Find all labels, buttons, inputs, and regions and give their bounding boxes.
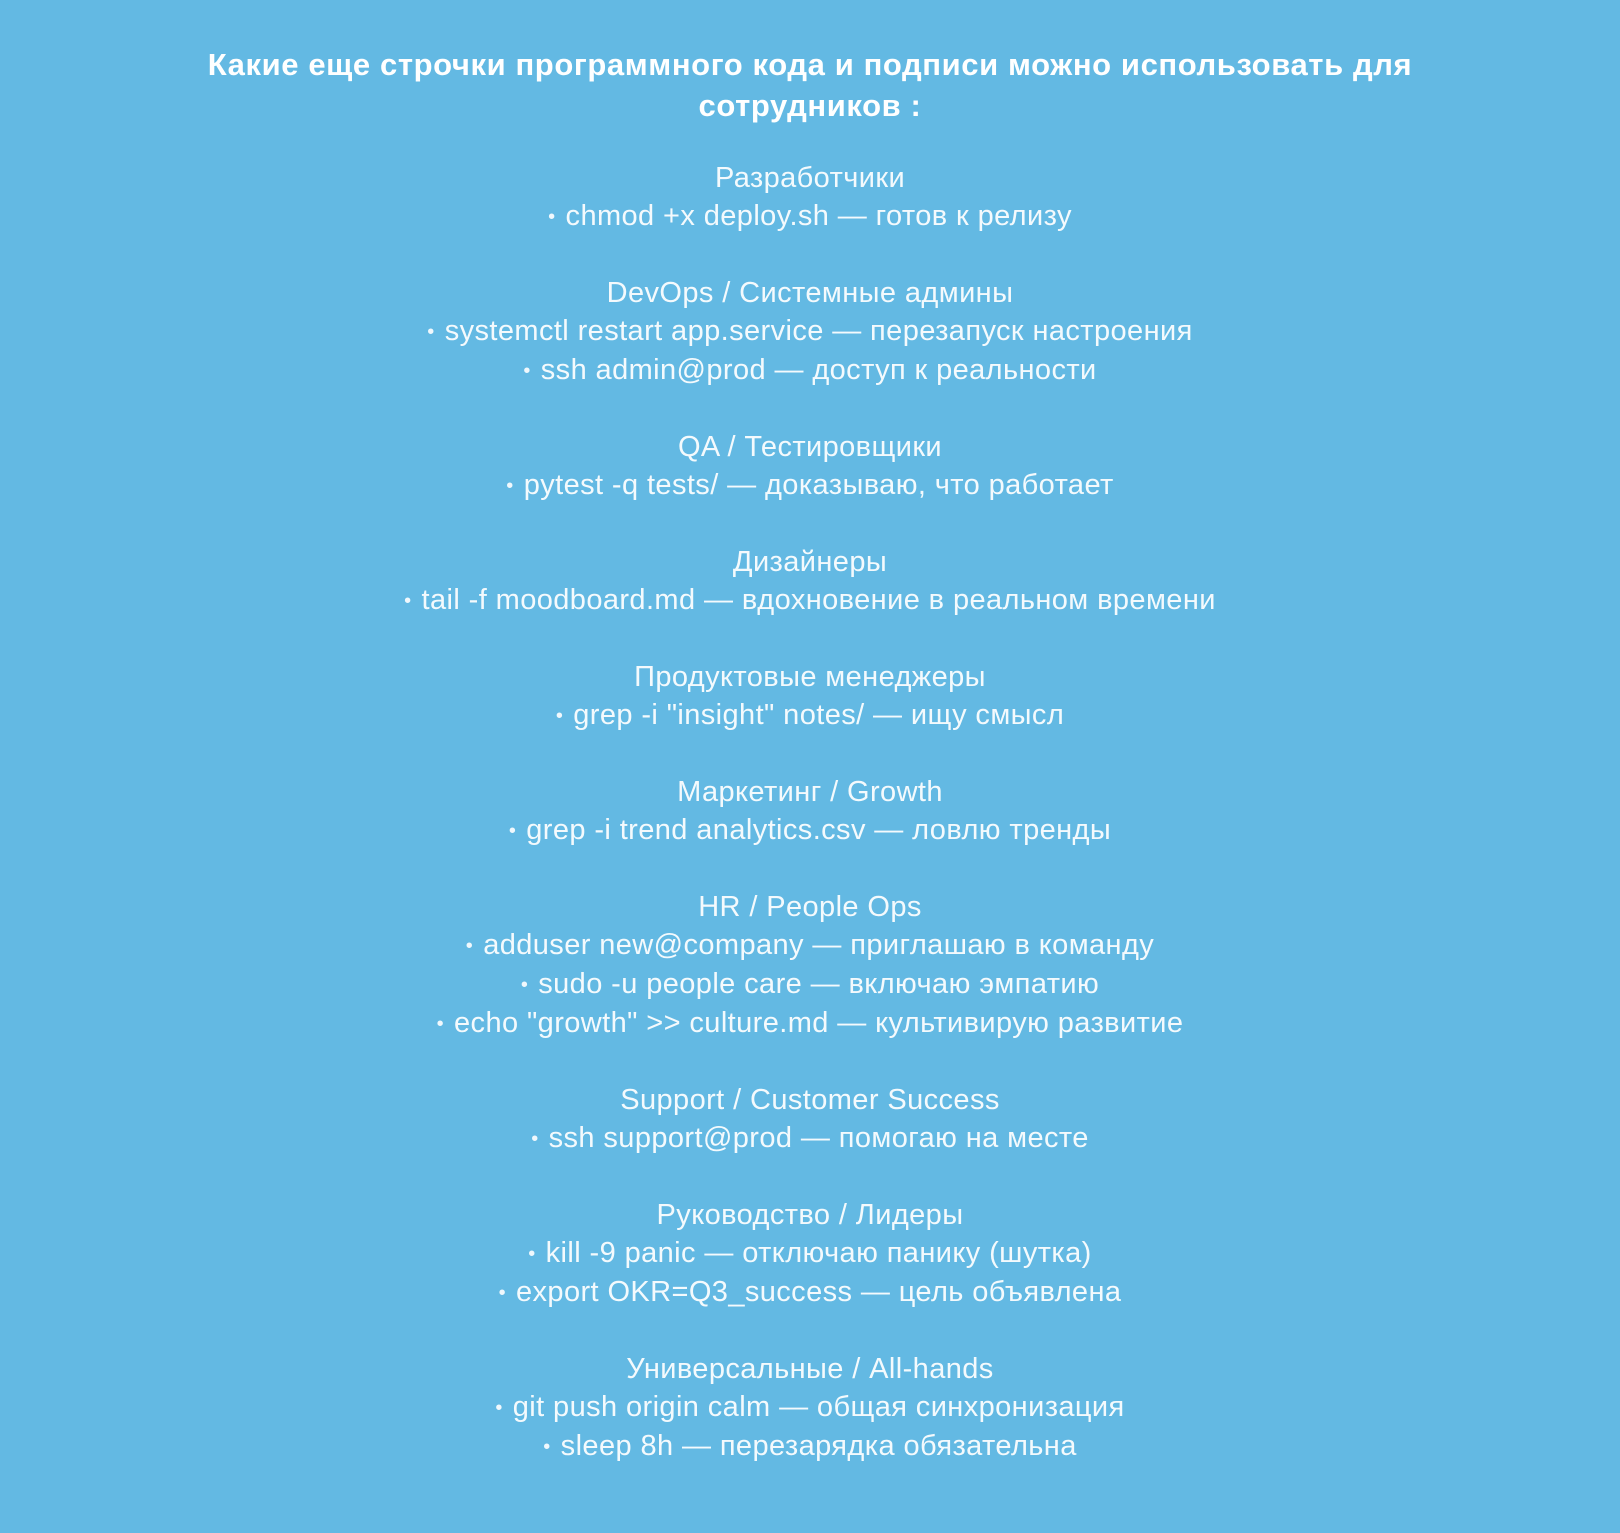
bullet-icon: • xyxy=(528,1243,536,1265)
list-item xyxy=(100,696,1520,735)
list-item-text: adduser new@company — приглашаю в команду xyxy=(483,929,1155,961)
bullet-icon: • xyxy=(404,590,412,612)
list-item-text: ssh admin@prod — доступ к реальности xyxy=(540,354,1097,386)
section-heading: Разработчики xyxy=(714,162,906,194)
bullet-icon: • xyxy=(508,820,517,842)
section-heading: Руководство / Лидеры xyxy=(656,1199,964,1231)
list-item xyxy=(100,1388,1520,1427)
section xyxy=(100,428,1520,505)
section xyxy=(100,1350,1520,1466)
bullet-icon: • xyxy=(531,1128,539,1150)
list-item-text: export OKR=Q3_success — цель объявлена xyxy=(516,1276,1122,1308)
bullet-icon: • xyxy=(427,321,435,343)
bullet-icon: • xyxy=(523,360,531,382)
list-item-text: ssh support@prod — помогаю на месте xyxy=(548,1122,1089,1154)
bullet-icon: • xyxy=(436,1013,445,1035)
list-item-text: echo "growth" >> culture.md — культивирую развитие xyxy=(454,1007,1184,1039)
list-item xyxy=(100,197,1520,236)
list-item-text: git push origin calm — общая синхронизация xyxy=(512,1391,1125,1423)
section-heading: Маркетинг / Growth xyxy=(677,776,943,808)
list-item xyxy=(100,351,1520,390)
bullet-icon: • xyxy=(520,974,529,996)
list-item xyxy=(100,1119,1520,1158)
section-heading: Support / Customer Success xyxy=(620,1084,1000,1116)
section xyxy=(100,274,1520,390)
section-heading: HR / People Ops xyxy=(698,891,922,923)
section xyxy=(100,773,1520,850)
list-item xyxy=(100,811,1520,850)
section-heading: DevOps / Системные админы xyxy=(606,277,1014,309)
section xyxy=(100,159,1520,236)
list-item-text: chmod +x deploy.sh — готов к релизу xyxy=(565,200,1072,232)
bullet-icon: • xyxy=(548,206,556,228)
list-item-text: pytest -q tests/ — доказываю, что работает xyxy=(523,469,1114,501)
section-heading: QA / Тестировщики xyxy=(677,431,943,463)
list-item xyxy=(100,1427,1520,1466)
list-item xyxy=(100,965,1520,1004)
list-item-text: sleep 8h — перезарядка обязательна xyxy=(560,1430,1077,1462)
list-item-text: sudo -u people care — включаю эмпатию xyxy=(538,968,1100,1000)
list-item-text: grep -i "insight" notes/ — ищу смысл xyxy=(573,699,1065,731)
bullet-icon: • xyxy=(543,1436,551,1458)
sections-list xyxy=(0,159,1620,1466)
section xyxy=(100,1196,1520,1312)
list-item-text: systemctl restart app.service — перезапуск настроения xyxy=(444,315,1193,347)
bullet-icon: • xyxy=(555,705,564,727)
list-item xyxy=(100,926,1520,965)
section-heading: Продуктовые менеджеры xyxy=(634,661,986,693)
list-item-text: tail -f moodboard.md — вдохновение в реальном времени xyxy=(421,584,1216,616)
section xyxy=(100,543,1520,620)
section-heading: Дизайнеры xyxy=(732,546,888,578)
list-item xyxy=(100,1004,1520,1043)
list-item-text: kill -9 panic — отключаю панику (шутка) xyxy=(545,1237,1092,1269)
list-item xyxy=(100,1234,1520,1273)
list-item xyxy=(100,1273,1520,1312)
list-item xyxy=(100,466,1520,505)
list-item xyxy=(100,312,1520,351)
section-heading: Универсальные / All-hands xyxy=(626,1353,994,1385)
section xyxy=(100,658,1520,735)
list-item xyxy=(100,581,1520,620)
section xyxy=(100,888,1520,1043)
bullet-icon: • xyxy=(495,1397,503,1419)
bullet-icon: • xyxy=(498,1282,506,1304)
bullet-icon: • xyxy=(506,475,514,497)
list-item-text: grep -i trend analytics.csv — ловлю тренды xyxy=(526,814,1112,846)
section xyxy=(100,1081,1520,1158)
bullet-icon: • xyxy=(465,935,474,957)
page-title: Какие еще строчки программного кода и подписи можно использовать для сотрудников : xyxy=(207,47,1413,123)
